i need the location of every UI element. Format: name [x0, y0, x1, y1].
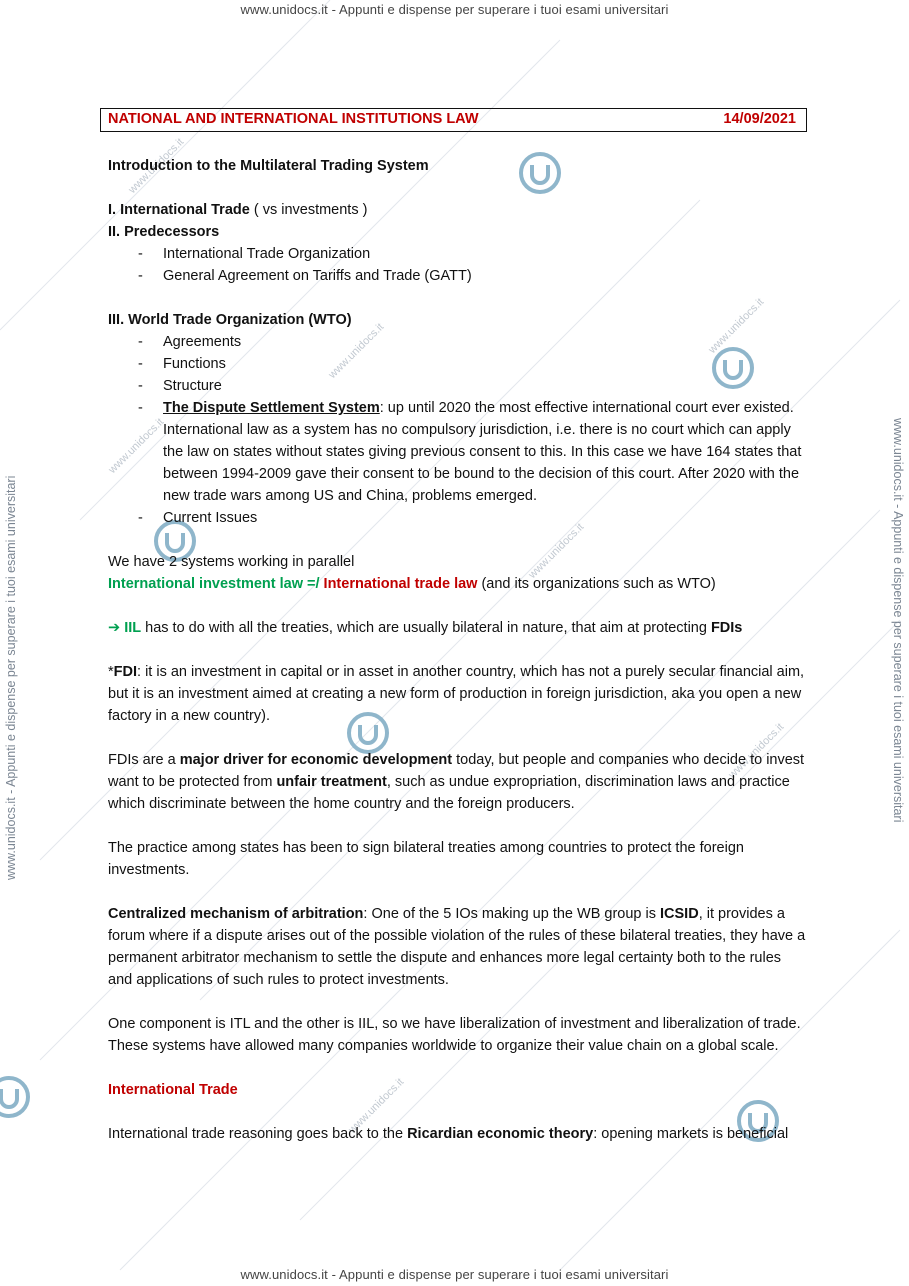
document-header: [100, 108, 807, 132]
outline-section-3: III. World Trade Organization (WTO): [108, 312, 352, 328]
list-item: - The Dispute Settlement System: up until 2020 the most effective international court ever existed. International law as a system has no compulsory jurisdiction, i.e. there is no court which can apply the law on states without states giving previous consent to this. In this case we have 164 states that between 1994-2009 gave their consent to be bound to the decision of this court. After 2020 with the new trade wars among US and China, problems emerged.: [108, 397, 808, 507]
course-title: NATIONAL AND INTERNATIONAL INSTITUTIONS LAW: [108, 111, 479, 127]
watermark-site-text: www.unidocs.it: [326, 321, 387, 381]
predecessors-list: [108, 243, 808, 287]
arrow-right-icon: ➔: [108, 620, 125, 636]
international-trade-heading: International Trade: [108, 1082, 238, 1098]
outline-section-1: I. International Trade ( vs investments ): [108, 202, 368, 218]
arbitration-paragraph: Centralized mechanism of arbitration: One of the 5 IOs making up the WB group is ICSID, it provides a forum where if a dispute arises out of the possible violation of the rules of these bilateral treaties, they have a permanent arbitrator mechanism to settle the dispute and enhances more legal certainty both to the rules and applications of such rules to protect investments.: [108, 906, 806, 988]
list-item: - Agreements: [108, 331, 808, 353]
watermark-top: www.unidocs.it - Appunti e dispense per superare i tuoi esami universitari: [240, 2, 669, 17]
ricardian-paragraph: International trade reasoning goes back to the Ricardian economic theory: opening markets is beneficial: [108, 1126, 789, 1142]
parallel-systems: We have 2 systems working in parallel: [108, 554, 355, 570]
watermark-site-text: www.unidocs.it: [526, 521, 587, 581]
fdi-driver-paragraph: FDIs are a major driver for economic development today, but people and companies who decide to invest want to be protected from unfair treatment, such as undue expropriation, discrimination laws and practice which discriminate between the home country and the foreign producers.: [108, 752, 805, 812]
component-paragraph: One component is ITL and the other is IIL, so we have liberalization of investment and liberalization of trade. These systems have allowed many companies worldwide to organize their value chain on a global scale.: [108, 1016, 801, 1054]
outline-section-2: II. Predecessors: [108, 224, 220, 240]
watermark-site-text: www.unidocs.it: [726, 721, 787, 781]
document-body: [108, 155, 808, 1145]
watermark-bottom: www.unidocs.it - Appunti e dispense per superare i tuoi esami universitari: [240, 1267, 669, 1282]
fdi-definition: *FDI: it is an investment in capital or in asset in another country, which has not a purely secular financial aim, but it is an investment aimed at creating a new form of production in foreign jurisdiction, aka you open a new factory in a new country).: [108, 664, 805, 724]
intro-title: Introduction to the Multilateral Trading System: [108, 158, 429, 174]
unidocs-logo-icon: [0, 1074, 32, 1120]
watermark-right: www.unidocs.it - Appunti e dispense per superare i tuoi esami universitari: [891, 418, 905, 823]
watermark-site-text: www.unidocs.it: [106, 416, 167, 476]
watermark-left: www.unidocs.it - Appunti e dispense per superare i tuoi esami universitari: [4, 475, 18, 880]
list-item: - General Agreement on Tariffs and Trade (GATT): [108, 265, 808, 287]
watermark-site-text: www.unidocs.it: [126, 136, 187, 196]
iil-paragraph: ➔ IIL has to do with all the treaties, which are usually bilateral in nature, that aim at protecting FDIs: [108, 620, 743, 636]
list-item: - Functions: [108, 353, 808, 375]
laws-comparison: International investment law =/ International trade law (and its organizations such as WTO): [108, 576, 716, 592]
list-item: - Structure: [108, 375, 808, 397]
dss-label: The Dispute Settlement System: [163, 400, 380, 416]
list-item: - International Trade Organization: [108, 243, 808, 265]
practice-paragraph: The practice among states has been to sign bilateral treaties among countries to protect the foreign investments.: [108, 840, 744, 878]
watermark-site-text: www.unidocs.it: [706, 296, 767, 356]
list-item: - Current Issues: [108, 507, 808, 529]
lecture-date: 14/09/2021: [723, 111, 796, 127]
watermark-site-text: www.unidocs.it: [346, 1076, 407, 1136]
wto-list: [108, 331, 808, 529]
